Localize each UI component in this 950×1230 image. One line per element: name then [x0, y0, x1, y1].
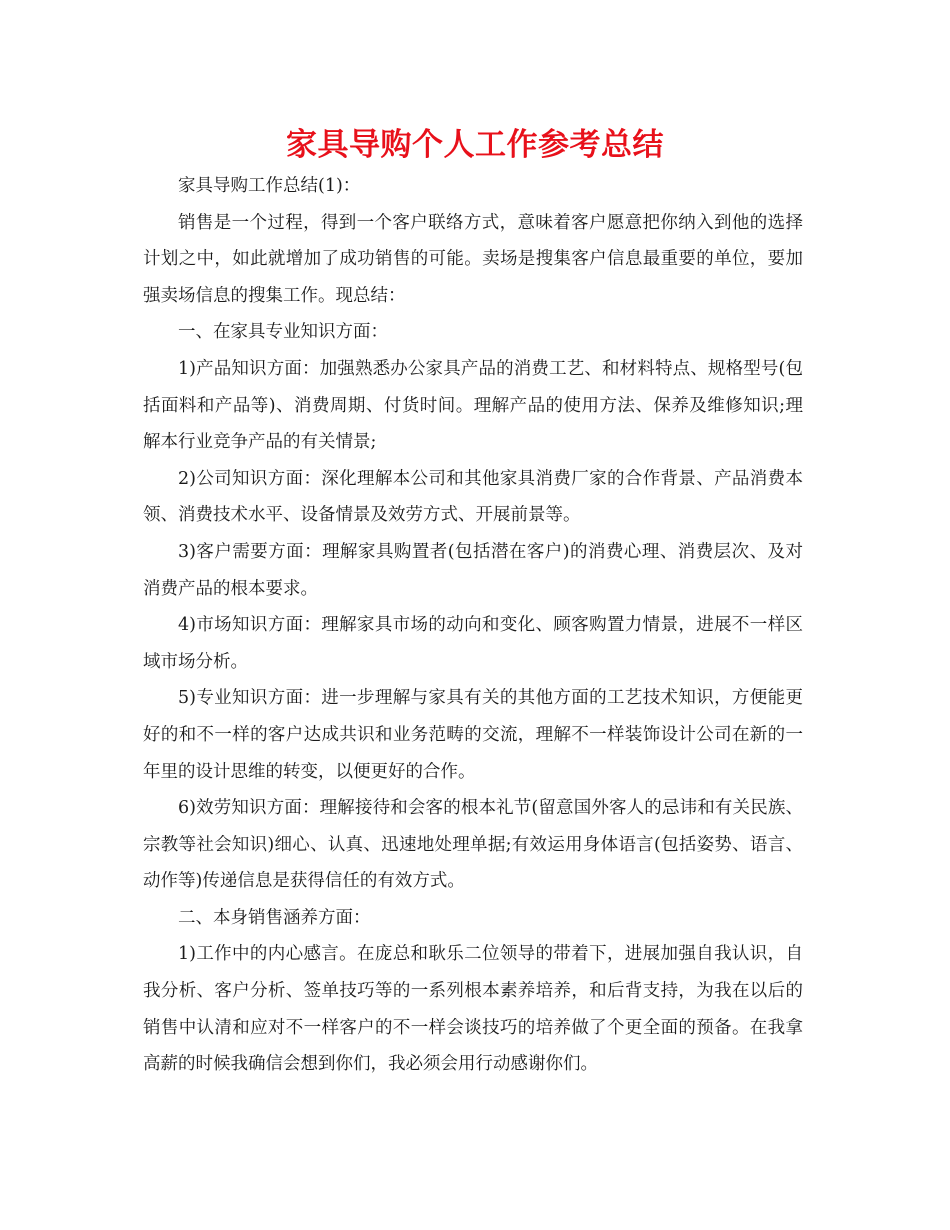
section-heading-professional-knowledge: 一、在家具专业知识方面： — [178, 322, 388, 343]
document-title: 家具导购个人工作参考总结 — [286, 127, 664, 163]
section-heading-sales-cultivation: 二、本身销售涵养方面： — [178, 907, 371, 928]
paragraph-inner-feelings: 1)工作中的内心感言。在庞总和耿乐二位领导的带着下，进展加强自我认识，自我分析、客户分析、签单技巧等的一系列根本素养培养，和后背支持，为我在以后的销售中认清和应对不一样客户的不一样会谈技巧的培养做了个更全面的预备。在我拿高薪的时候我确信会想到你们，我必须会用行动感谢你们。 — [143, 944, 803, 1075]
paragraph-service-knowledge: 6)效劳知识方面：理解接待和会客的根本礼节(留意国外客人的忌讳和有关民族、宗教等社会知识)细心、认真、迅速地处理单据;有效运用身体语言(包括姿势、语言、动作等)传递信息是获得信任的有效方式。 — [143, 798, 803, 892]
paragraph-company-knowledge: 2)公司知识方面：深化理解本公司和其他家具消费厂家的合作背景、产品消费本领、消费技术水平、设备情景及效劳方式、开展前景等。 — [143, 468, 803, 526]
paragraph-specialized-knowledge: 5)专业知识方面：进一步理解与家具有关的其他方面的工艺技术知识，方便能更好的和不一样的客户达成共识和业务范畴的交流，理解不一样装饰设计公司在新的一年里的设计思维的转变，以便更好的合作。 — [143, 688, 803, 782]
paragraph-customer-needs: 3)客户需要方面：理解家具购置者(包括潜在客户)的消费心理、消费层次、及对消费产品的根本要求。 — [143, 541, 803, 599]
paragraph-market-knowledge: 4)市场知识方面：理解家具市场的动向和变化、顾客购置力情景，进展不一样区域市场分析。 — [143, 615, 803, 672]
paragraph-intro-heading: 家具导购工作总结(1)： — [178, 176, 361, 196]
paragraph-intro: 销售是一个过程，得到一个客户联络方式，意味着客户愿意把你纳入到他的选择计划之中，如此就增加了成功销售的可能。卖场是搜集客户信息最重要的单位，要加强卖场信息的搜集工作。现总结： — [143, 212, 803, 306]
paragraph-product-knowledge: 1)产品知识方面：加强熟悉办公家具产品的消费工艺、和材料特点、规格型号(包括面料和产品等)、消费周期、付货时间。理解产品的使用方法、保养及维修知识;理解本行业竞争产品的有关情景; — [143, 358, 803, 453]
document-body — [143, 168, 803, 1083]
